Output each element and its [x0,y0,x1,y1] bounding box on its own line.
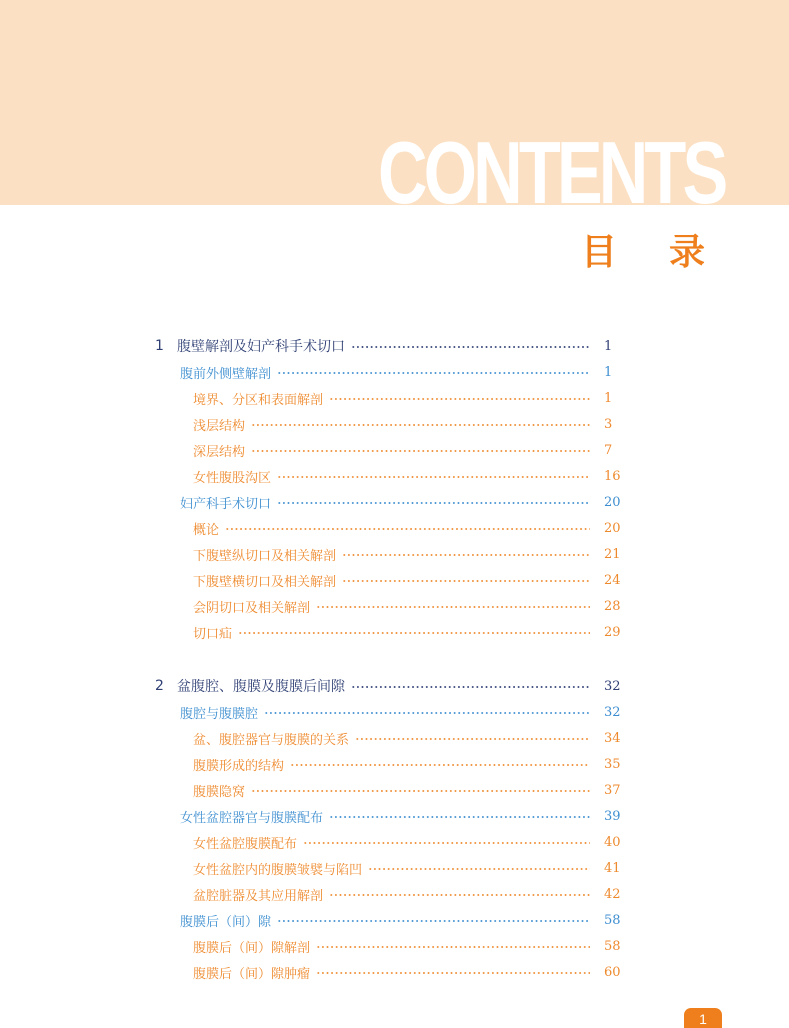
toc-entry-label: 女性盆腔器官与腹膜配布 [180,810,324,826]
dot-leader [303,842,590,844]
toc-page-number: 35 [604,756,621,772]
toc-entry-label: 腹壁解剖及妇产科手术切口 [177,339,345,355]
toc-subsection-row[interactable] [193,884,632,904]
chapter-number: 2 [155,678,164,694]
toc-page-number: 1 [604,390,613,406]
page-title-char-1: 目 [580,231,617,273]
toc-page-number: 20 [604,494,621,510]
toc-entry-label: 深层结构 [193,444,246,460]
toc-page-number: 1 [604,338,613,354]
dot-leader [225,528,590,530]
toc-entry-label: 妇产科手术切口 [180,496,272,512]
chapter-number: 1 [155,338,164,354]
toc-entry-label: 盆、腹腔器官与腹膜的关系 [193,732,350,748]
toc-page-number: 32 [604,678,621,694]
toc-page-number: 58 [604,938,621,954]
toc-subsection-row[interactable] [193,622,632,642]
toc-subsection-row[interactable] [193,570,632,590]
toc-entry-label: 腹腔与腹膜腔 [180,706,259,722]
toc-entry-label: 腹膜后（间）隙肿瘤 [193,966,311,982]
toc-page-number: 28 [604,598,621,614]
toc-entry-label: 女性盆腔腹膜配布 [193,836,298,852]
toc-section-row[interactable] [180,492,632,512]
dot-leader [251,790,590,792]
toc-subsection-row[interactable] [193,414,632,434]
toc-chapter-row[interactable] [155,336,632,356]
toc-page-number: 60 [604,964,621,980]
toc-entry-label: 切口疝 [193,626,233,642]
toc-entry-label: 下腹壁纵切口及相关解剖 [193,548,337,564]
toc-subsection-row[interactable] [193,596,632,616]
toc-subsection-row[interactable] [193,728,632,748]
toc-page-number: 42 [604,886,621,902]
toc-page-number: 40 [604,834,621,850]
toc-subsection-row[interactable] [193,858,632,878]
toc-entry-label: 概论 [193,522,220,538]
toc-page-number: 24 [604,572,621,588]
dot-leader [277,476,590,478]
toc-subsection-row[interactable] [193,754,632,774]
dot-leader [316,972,590,974]
toc-page-number: 1 [604,364,613,380]
toc-entry-label: 下腹壁横切口及相关解剖 [193,574,337,590]
page-title [581,232,705,272]
toc-page-number: 16 [604,468,621,484]
dot-leader [277,920,590,922]
page-title-char-2: 录 [668,231,705,273]
toc-page-number: 37 [604,782,621,798]
toc-entry-label: 盆腔脏器及其应用解剖 [193,888,324,904]
dot-leader [355,738,590,740]
toc-page-number: 29 [604,624,621,640]
dot-leader [277,372,590,374]
toc-entry-label: 浅层结构 [193,418,246,434]
toc-subsection-row[interactable] [193,518,632,538]
toc-page-number: 58 [604,912,621,928]
dot-leader [316,946,590,948]
dot-leader [264,712,590,714]
toc-page-number: 32 [604,704,621,720]
toc-subsection-row[interactable] [193,832,632,852]
dot-leader [329,816,590,818]
dot-leader [351,686,590,688]
toc-subsection-row[interactable] [193,936,632,956]
dot-leader [316,606,590,608]
dot-leader [277,502,590,504]
toc-page-number: 39 [604,808,621,824]
toc-section-row[interactable] [180,702,632,722]
contents-heading: CONTENTS [378,123,725,222]
toc-page-number: 3 [604,416,613,432]
toc-page-number: 34 [604,730,621,746]
dot-leader [238,632,590,634]
toc-entry-label: 盆腹腔、腹膜及腹膜后间隙 [177,679,345,695]
toc-entry-label: 腹膜隐窝 [193,784,246,800]
toc-subsection-row[interactable] [193,466,632,486]
toc-entry-label: 境界、分区和表面解剖 [193,392,324,408]
dot-leader [329,894,590,896]
dot-leader [251,424,590,426]
dot-leader [368,868,590,870]
toc-chapter-row[interactable] [155,676,632,696]
dot-leader [290,764,590,766]
toc-section-row[interactable] [180,362,632,382]
toc-entry-label: 会阴切口及相关解剖 [193,600,311,616]
dot-leader [342,580,590,582]
toc-subsection-row[interactable] [193,780,632,800]
toc-entry-label: 腹膜后（间）隙 [180,914,272,930]
toc-entry-label: 女性腹股沟区 [193,470,272,486]
toc-subsection-row[interactable] [193,440,632,460]
dot-leader [329,398,590,400]
toc-page-number: 41 [604,860,621,876]
toc-entry-label: 腹膜后（间）隙解剖 [193,940,311,956]
toc-section-row[interactable] [180,910,632,930]
toc-subsection-row[interactable] [193,388,632,408]
page-number-tab: 1 [684,1008,722,1028]
toc-page-number: 7 [604,442,613,458]
toc-entry-label: 腹膜形成的结构 [193,758,285,774]
toc-section-row[interactable] [180,806,632,826]
toc-entry-label: 女性盆腔内的腹膜皱襞与陷凹 [193,862,363,878]
dot-leader [342,554,590,556]
toc-page-number: 20 [604,520,621,536]
toc-entry-label: 腹前外侧壁解剖 [180,366,272,382]
dot-leader [351,346,590,348]
toc-page-number: 21 [604,546,621,562]
toc-subsection-row[interactable] [193,962,632,982]
dot-leader [251,450,590,452]
toc-subsection-row[interactable] [193,544,632,564]
